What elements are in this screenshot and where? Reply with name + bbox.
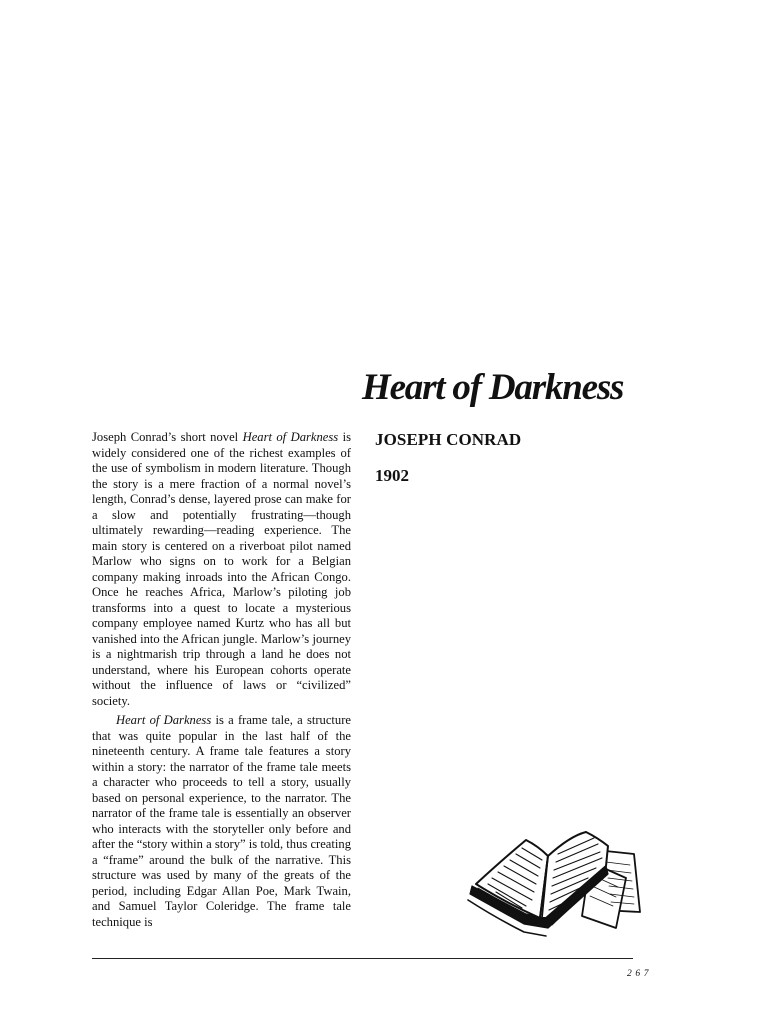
footer-divider (92, 958, 633, 959)
author-name: JOSEPH CONRAD (375, 430, 522, 449)
paragraph-body: is widely considered one of the richest examples of the use of symbolism in modern literature. Though the story is a mere fraction of a normal novel’s length, Conrad’s dense, layered prose can make for a slow and potentially frustrating—though ultimately rewarding—reading experience. The main story is centered on a riverboat pilot named Marlow who signs on to work for a Belgian company making inroads into the African Congo. Once he reaches Africa, Marlow’s piloting job transforms into a quest to locate a mysterious company employee named Kurtz who has all but vanished into the African jungle. Marlow’s journey is a nightmarish trip through a land he does not understand, where his European cohorts operate without the influence of laws or “civilized” society. (92, 430, 351, 708)
page-title: Heart of Darkness (362, 367, 624, 408)
intro-text (92, 430, 351, 930)
intro-paragraph-2 (92, 713, 351, 930)
intro-paragraph-1 (92, 430, 351, 709)
open-book-icon (466, 826, 646, 942)
page-number: 267 (627, 969, 653, 979)
book-title-reference: Heart of Darkness (116, 713, 212, 727)
book-title-reference: Heart of Darkness (242, 430, 339, 444)
paragraph-body: is a frame tale, a structure that was quite popular in the last half of the nineteenth century. A frame tale features a story within a story: the narrator of the frame tale meets a character who proceeds to tell a story, usually based on personal experience, to the narrator. The narrator of the frame tale is essentially an observer who interacts with the storyteller only before and after the “story within a story” is told, thus creating a “frame” around the bulk of the narrative. This structure was used by many of the greats of the period, including Edgar Allan Poe, Mark Twain, and Samuel Taylor Coleridge. The frame tale technique is (92, 713, 352, 929)
publication-year: 1902 (375, 466, 409, 485)
paragraph-lead: Joseph Conrad’s short novel (92, 430, 243, 444)
